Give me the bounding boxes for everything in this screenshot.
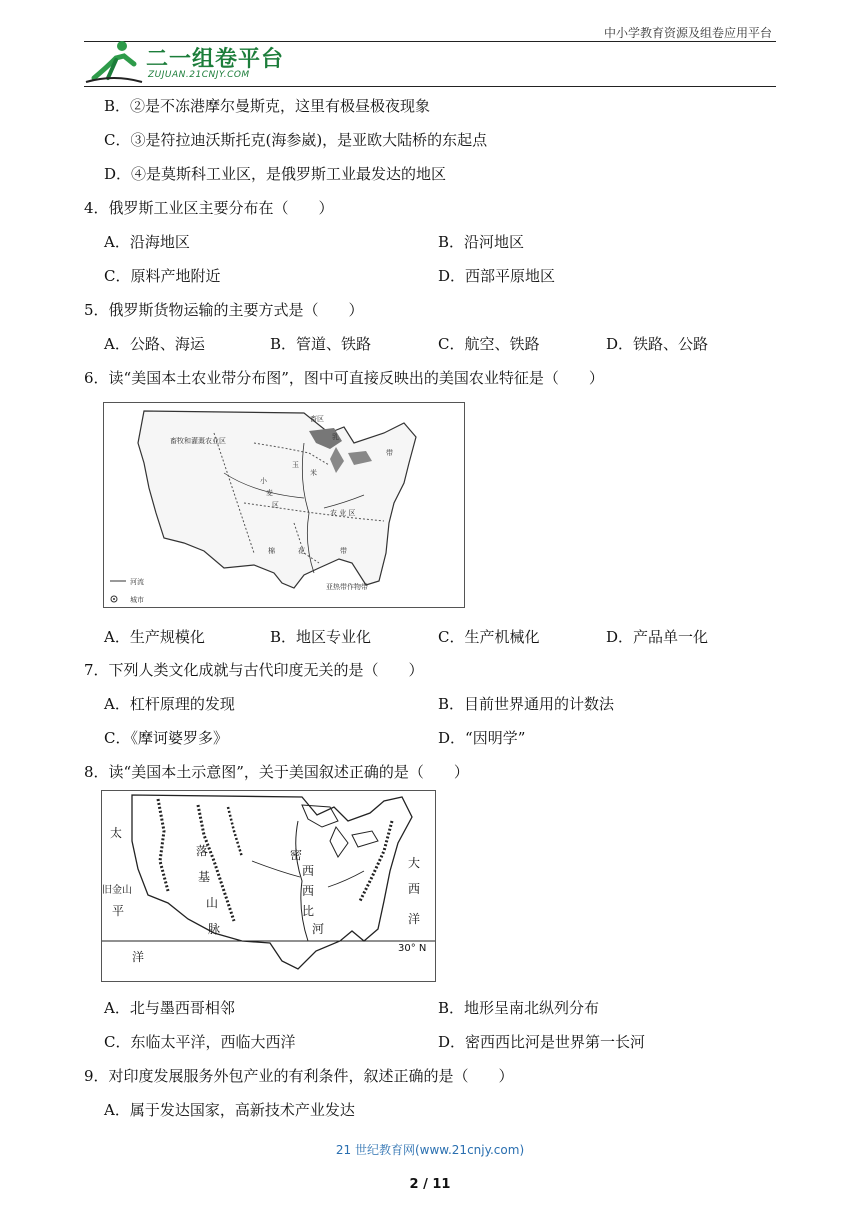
logo-title: 二一组卷平台 xyxy=(146,47,285,72)
us-mainland-map xyxy=(101,790,436,982)
logo-subtitle: ZUJUAN.21CNJY.COM xyxy=(148,70,250,80)
pacific-label-2: 平 xyxy=(112,904,125,918)
q8-option-c: C．东临太平洋，西临大西洋 xyxy=(104,1033,296,1051)
region-dairy-label-1: 畜区 xyxy=(310,415,324,423)
latitude-label: 30° N xyxy=(398,943,427,954)
region-wheat-label-1: 小 xyxy=(260,477,267,485)
q7-option-d: D．“因明学” xyxy=(438,729,526,747)
pacific-label-1: 太 xyxy=(110,826,123,840)
region-wheat-label-3: 区 xyxy=(272,501,279,509)
q6-option-a: A．生产规模化 xyxy=(104,628,205,646)
q9-stem: 9．对印度发展服务外包产业的有利条件，叙述正确的是（ ） xyxy=(84,1067,514,1085)
q5-stem: 5．俄罗斯货物运输的主要方式是（ ） xyxy=(84,301,364,319)
q6-stem: 6．读“美国本土农业带分布图”，图中可直接反映出的美国农业特征是（ ） xyxy=(84,369,604,387)
region-corn-label-1: 玉 xyxy=(292,461,299,469)
region-cotton-label-2: 花 xyxy=(298,547,305,555)
rocky-label-4: 脉 xyxy=(208,922,221,936)
page-number: 2 / 11 xyxy=(409,1177,451,1192)
q4-option-a: A．沿海地区 xyxy=(104,233,190,251)
q5-option-b: B．管道、铁路 xyxy=(270,335,372,353)
runner-logo-icon xyxy=(84,38,144,84)
q4-option-c: C．原料产地附近 xyxy=(104,267,221,285)
atlantic-label-3: 洋 xyxy=(408,912,421,926)
legend-city: 城市 xyxy=(130,596,144,604)
q3-option-c: C．③是符拉迪沃斯托克(海参崴)，是亚欧大陆桥的东起点 xyxy=(104,131,488,149)
q4-stem: 4．俄罗斯工业区主要分布在（ ） xyxy=(84,199,334,217)
region-mixed-label: 农 业 区 xyxy=(330,509,356,517)
q8-option-d: D．密西西比河是世界第一长河 xyxy=(438,1033,646,1051)
q3-option-b: B．②是不冻港摩尔曼斯克，这里有极昼极夜现象 xyxy=(104,97,431,115)
q8-stem: 8．读“美国本土示意图”，关于美国叙述正确的是（ ） xyxy=(84,763,469,781)
q6-option-c: C．生产机械化 xyxy=(438,628,540,646)
mississippi-label-2: 西 xyxy=(302,864,315,878)
q5-option-d: D．铁路、公路 xyxy=(606,335,709,353)
q7-option-b: B．目前世界通用的计数法 xyxy=(438,695,615,713)
region-subtropical-label: 亚热带作物带 xyxy=(326,583,368,591)
platform-name: 中小学教育资源及组卷应用平台 xyxy=(603,26,772,40)
q7-stem: 7．下列人类文化成就与古代印度无关的是（ ） xyxy=(84,661,424,679)
q9-option-a: A．属于发达国家，高新技术产业发达 xyxy=(104,1101,355,1119)
pacific-label-3: 洋 xyxy=(132,950,145,964)
san-francisco-label: 旧金山 xyxy=(102,885,132,896)
q5-option-a: A．公路、海运 xyxy=(104,335,205,353)
region-corn-label-2: 米 xyxy=(310,469,317,477)
atlantic-label-2: 西 xyxy=(408,882,421,896)
q6-option-d: D．产品单一化 xyxy=(606,628,709,646)
mississippi-label-4: 比 xyxy=(302,904,315,918)
q6-option-b: B．地区专业化 xyxy=(270,628,372,646)
mississippi-label-1: 密 xyxy=(290,848,303,862)
q8-option-a: A．北与墨西哥相邻 xyxy=(104,999,235,1017)
q3-option-d: D．④是莫斯科工业区，是俄罗斯工业最发达的地区 xyxy=(104,165,447,183)
header-divider-lower xyxy=(84,86,776,87)
q8-option-b: B．地形呈南北纵列分布 xyxy=(438,999,600,1017)
mississippi-label-5: 河 xyxy=(312,922,325,936)
rocky-label-2: 基 xyxy=(198,870,211,884)
region-west-label: 畜牧和灌溉农业区 xyxy=(170,437,226,445)
rocky-label-3: 山 xyxy=(206,896,219,910)
q4-option-d: D．西部平原地区 xyxy=(438,267,556,285)
region-dairy-label-3: 带 xyxy=(386,449,393,457)
us-agriculture-belt-map xyxy=(103,402,465,608)
region-cotton-label-1: 棉 xyxy=(268,547,275,555)
q4-option-b: B．沿河地区 xyxy=(438,233,525,251)
footer-site-link[interactable]: 21 世纪教育网(www.21cnjy.com) xyxy=(335,1143,525,1157)
mississippi-label-3: 西 xyxy=(302,884,315,898)
q7-option-c: C．《摩诃婆罗多》 xyxy=(104,729,228,747)
region-wheat-label-2: 麦 xyxy=(266,489,273,497)
legend-river: 河流 xyxy=(130,578,144,586)
region-dairy-label-2: 乳 xyxy=(332,433,339,441)
atlantic-label-1: 大 xyxy=(408,856,421,870)
rocky-label-1: 落 xyxy=(196,844,209,858)
q5-option-c: C．航空、铁路 xyxy=(438,335,540,353)
q7-option-a: A．杠杆原理的发现 xyxy=(104,695,235,713)
region-cotton-label-3: 带 xyxy=(340,547,347,555)
